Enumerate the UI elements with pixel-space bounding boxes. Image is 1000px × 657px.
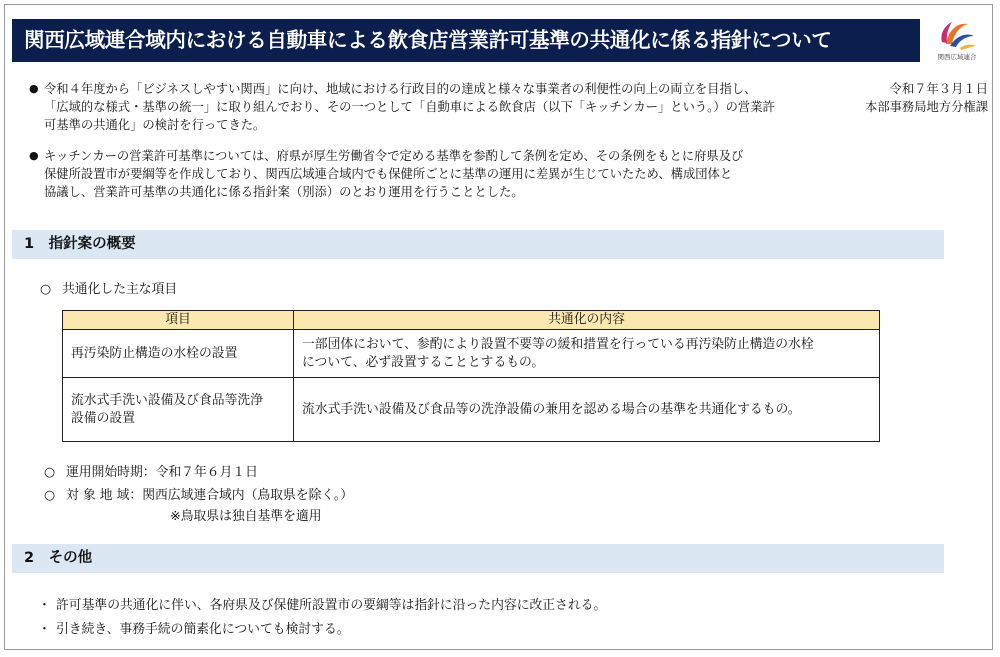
section2-heading: 2 その他 [12,544,944,573]
intro-bullet-1 [29,80,834,134]
cell-line: 流水式手洗い設備及び食品等洗浄 [71,392,263,408]
issue-date: 令和７年３月１日 [889,82,988,96]
target-area-label: 対 象 地 域： [66,488,143,503]
target-area-value: 関西広域連合域内（鳥取県を除く。） [142,488,354,503]
common-items-text: 共通化した主な項目 [62,282,178,297]
logo-name: 関西広域連合 [937,53,977,61]
issuing-department: 本部事務局地方分権課 [865,100,988,114]
bullet-icon: ● [29,82,39,95]
cell-line: 再汚染防止構造の水栓の設置 [71,345,238,361]
table-row [63,378,880,442]
start-date-line [44,464,258,482]
start-date-value: 令和７年６月１日 [155,465,258,480]
target-area-line [44,487,353,505]
intro-line: 「広域的な様式・基準の統一」に取り組んでおり、その一つとして「自動車による飲食店（以下「キッチンカー」という。）の営業許 [44,100,775,114]
intro-line: 協議し、営業許可基準の共通化に係る指針案（別添）のとおり運用を行うこととした。 [44,185,524,199]
circle-icon: ○ [44,465,56,480]
other-item-text: 許可基準の共通化に伴い、各府県及び保健所設置市の要綱等は指針に沿った内容に改正される。 [56,598,607,613]
small-bullet-icon: ・ [38,622,51,637]
cell-line: 流水式手洗い設備及び食品等の洗浄設備の兼用を認める場合の基準を共通化するもの。 [302,401,801,417]
list-item [38,597,606,615]
intro-line: 令和４年度から「ビジネスしやすい関西」に向け、地域における行政目的の達成と様々な事業者の利便性の向上の両立を目指し、 [44,82,757,96]
table-row [63,330,880,378]
logo-mark-icon [926,14,988,52]
circle-icon: ○ [40,282,52,297]
intro-line: 保健所設置市が要綱等を作成しており、関西広域連合域内でも保健所ごとに基準の運用に差異が生じていたため、構成団体と [44,167,733,181]
table-cell-item [63,378,294,442]
intro-line: キッチンカーの営業許可基準については、府県が厚生労働省令で定める基準を参酌して条例を定め、その条例をもとに府県及び [44,149,744,163]
bullet-icon: ● [29,149,39,162]
list-item [38,621,350,639]
table-cell-item [63,330,294,378]
intro-line: 可基準の共通化」の検討を行ってきた。 [44,118,266,132]
date-block [838,80,988,116]
target-area-note: ※鳥取県は独自基準を適用 [170,509,322,524]
start-date-label: 運用開始時期： [66,465,156,480]
table-header-content: 共通化の内容 [294,311,880,330]
common-items-table [62,310,880,442]
common-items-label [40,281,177,299]
section1-heading: 1 指針案の概要 [12,230,944,259]
page-title: 関西広域連合域内における自動車による飲食店営業許可基準の共通化に係る指針について [12,19,920,62]
table-header-item: 項目 [63,311,294,330]
cell-line: 一部団体において、参酌により設置不要等の緩和措置を行っている再汚染防止構造の水栓 [302,336,814,352]
small-bullet-icon: ・ [38,598,51,613]
other-item-text: 引き続き、事務手続の簡素化についても検討する。 [56,622,350,637]
table-cell-content [294,378,880,442]
circle-icon: ○ [44,488,56,503]
cell-line: について、必ず設置することとするもの。 [302,354,545,370]
intro-bullet-2 [29,147,834,201]
table-cell-content [294,330,880,378]
cell-line: 設備の設置 [71,410,135,426]
kansai-union-logo [926,14,988,64]
